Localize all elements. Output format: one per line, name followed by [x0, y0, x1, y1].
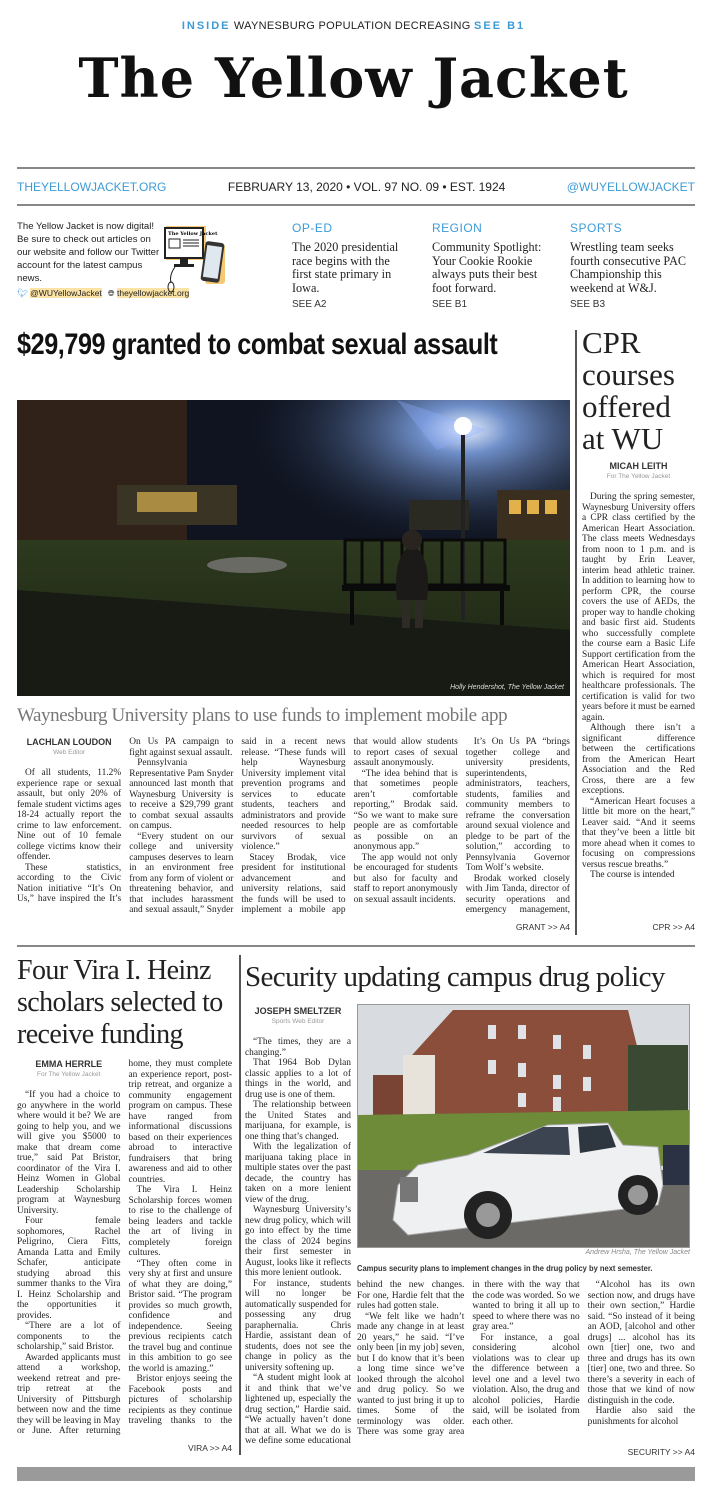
teaser-text: The 2020 presidential race begins with the first state primary in Iowa.	[292, 240, 399, 295]
security-photo-truck	[357, 1004, 690, 1248]
paragraph: Awarded applicants must attend a workshop, weekend retreat and pre-trip retreat at the University of Pittsburgh between now and the time they will be leaving in May or June. After returning home, they must complete an experience report, post-trip retreat, and organize a community engagement program on campus. These have ranged from informational discussions based on their experiences abroad to interactive fundraisers that bring awareness and aid to other countries.	[17, 1059, 232, 1436]
paragraph: “The times, they are a changing.”	[245, 1037, 351, 1058]
paragraph: The relationship between the United States and marijuana, for example, is one thing that’s changed.	[245, 1100, 351, 1142]
paragraph: “We felt like we hadn’t made any change in at least 20 years,” he said. “I’ve only been [in my job] seven, but I do know that it’s been a long time since we’ve looked through the alcohol and drug policy. So we wanted to just bring it up to times. Some of the terminology was older. There was some gray area in there with the way that the code was worded. So we wanted to bring it all up to speed to where there was no gray area.”	[357, 1280, 580, 1437]
paragraph: “Every student on our college and university campuses deserves to learn in an environment free from any form of violent or threatening behavior, and that includes harassment and sexual assault,” Snyder said in a recent news release. “These funds will help Waynesburg University implement vital prevention programs and services to educate students, teachers and administrators and provide needed resources to help survivors of sexual violence.”	[129, 737, 346, 915]
security-article-body-left	[245, 1006, 351, 1454]
teaser-section: REGION	[432, 221, 483, 235]
masthead-logo: The Yellow Jacket	[78, 46, 629, 110]
teaser-section: OP-ED	[292, 221, 333, 235]
column-divider	[239, 955, 241, 1455]
teaser-text: Wrestling team seeks fourth consecutive PAC Championship this weekend at W&J.	[570, 240, 686, 295]
digital-promo	[17, 220, 190, 299]
twitter-link[interactable]: @WUYELLOWJACKET	[566, 180, 695, 194]
paragraph: Brodak worked closely with Jim Tanda, director of security operations and emergency management,	[465, 873, 570, 915]
lead-article-body	[17, 737, 570, 917]
paragraph: “The idea behind that is that sometimes people aren’t comfortable reporting,” Brodak said. “So we want to make sure people are as comfortable as possible on an anonymous app.”	[353, 768, 458, 852]
author-name[interactable]: MICAH LEITH	[609, 461, 668, 471]
paragraph: “They often come in very shy at first and unsure of what they are doing,” Bristor said. “The program provides so much growth, confidence and independence. Seeing previous recipients catch the travel bug and continue in this ambition to go see the world is amazing.”	[128, 1258, 232, 1374]
cpr-article	[582, 327, 697, 917]
paragraph: Stacey Brodak, vice president for institutional advancement and university relations, said the funds will be used to implement a mobile app that would allow students to report cases of sexual assault anonymously.	[241, 737, 458, 915]
vira-headline[interactable]: Four Vira I. Heinz scholars selected to receive funding	[17, 955, 223, 1050]
cpr-article-body	[582, 461, 695, 917]
art-logo: The Yellow Jacket	[168, 231, 218, 237]
paragraph: Hardie also said the punishments for alcohol	[587, 1406, 695, 1427]
lead-photo-night-bench	[17, 400, 570, 696]
grant-jump-link[interactable]: GRANT >> A4	[515, 922, 570, 932]
inside-text: WAYNESBURG POPULATION DECREASING	[233, 20, 471, 32]
teaser-sports[interactable]	[570, 221, 698, 310]
inside-see: SEE B1	[474, 20, 526, 32]
teaser-op-ed[interactable]	[292, 221, 412, 310]
vira-article-body	[17, 1059, 232, 1438]
author-role: Web Editor	[53, 748, 86, 756]
paragraph: “A student might look at it and think that we’ve lightened up, especially the drug section,” Hardie said. “We actually haven’t done that at all. What we do is we define some educational	[245, 1373, 351, 1446]
dateline	[17, 180, 695, 194]
paragraph: “American Heart focuses a little bit more on the heart,” Leaver said. “And it seems that they’ve been a little bit more ahead when it comes to focusing on compressions versus rescue breaths.”	[582, 796, 695, 870]
column-divider	[575, 330, 577, 935]
lead-subheadline: Waynesburg University plans to use funds to implement mobile app	[17, 705, 508, 726]
paragraph: For instance, a goal considering alcohol violations was to clear up the difference between a level one and a level two violation. Also, the drug and alcohol policies, Hardie said, will be isolated from each other.	[472, 1332, 580, 1427]
divider	[17, 945, 695, 947]
author-role: For The Yellow Jacket	[606, 472, 671, 480]
lead-byline	[17, 737, 121, 758]
cpr-headline[interactable]: CPR courses offered at WU	[582, 325, 675, 456]
paragraph: Of all students, 11.2% experience rape or sexual assault, but only 20% of female student victims ages 18-24 actually report the crime to law enforcement. Nine out of 10 female college victims know their offender.	[17, 768, 122, 862]
paragraph: With the legalization of marijuana taking place in multiple states over the past decade, the country has taken on a more lenient view of the drug.	[245, 1142, 351, 1205]
inside-teaser[interactable]	[0, 20, 707, 32]
paragraph: behind the new changes. For one, Hardie felt that the rules had gotten stale.	[357, 1280, 465, 1311]
paragraph: During the spring semester, Waynesburg University offers a CPR class certified by the American Heart Association. The class meets Wednesdays from noon to 1 p.m. and is taught by Erin Leaver, interim head athletic trainer. In addition to learning how to perform CPR, the course covers the use of AEDs, the proper way to handle choking and basic first aid. Students who successfully complete the course earn a Basic Life Support certification from the American Heart Association, which is required for most healthcare professionals. The certification is valid for two years before it must be earned again.	[582, 492, 695, 723]
twitter-icon: 🐦︎	[17, 288, 28, 298]
footer-bar	[17, 1467, 695, 1481]
teaser-text: Community Spotlight: Your Cookie Rookie always puts their best foot forward.	[432, 240, 542, 295]
website-handle-text: theyellowjacket.org	[116, 288, 190, 298]
security-headline[interactable]: Security updating campus drug policy	[245, 961, 665, 993]
issue-date: FEBRUARY 13, 2020 • VOL. 97 NO. 09 • EST. 1924	[227, 180, 506, 194]
twitter-handle-text: @WUYellowJacket	[30, 288, 102, 298]
social-links	[17, 288, 190, 299]
cpr-jump-link[interactable]: CPR >> A4	[652, 922, 695, 932]
paragraph: Although there isn’t a significant difference between the certifications from the American Heart Association and the Red Cross, there are a few exceptions.	[582, 723, 695, 796]
author-name[interactable]: JOSEPH SMELTZER	[254, 1006, 342, 1016]
divider	[17, 204, 695, 206]
computer-phone-illustration	[163, 226, 227, 298]
author-role: Sports Web Editor	[271, 1017, 325, 1025]
teaser-see: SEE B3	[570, 299, 606, 310]
vira-byline	[17, 1059, 121, 1080]
security-article-body-lower	[357, 1280, 695, 1438]
paragraph: The Vira I. Heinz Scholarship forces women to rise to the challenge of being leaders and tackle the art of living in completely foreign cultures.	[128, 1185, 232, 1258]
vira-article	[17, 955, 235, 1438]
paragraph: “If you had a choice to go anywhere in the world where would it be? We are going to help you, and we will give you $5000 to make that dream come true,” said Pat Bristor, coordinator of the Vira I. Heinz Women in Global Leadership Scholarship program at Waynesburg University.	[17, 1090, 121, 1216]
photo-credit: Andrew Hrsha, The Yellow Jacket	[585, 1249, 690, 1256]
author-name[interactable]: EMMA HERRLE	[35, 1059, 103, 1069]
vira-jump-link[interactable]: VIRA >> A4	[188, 1443, 232, 1453]
paragraph: Pennsylvania Representative Pam Snyder announced last month that Waynesburg University is to receive a $29,799 grant to combat sexual assaults on campus.	[129, 758, 234, 831]
author-name[interactable]: LACHLAN LOUDON	[26, 737, 112, 747]
divider	[17, 167, 695, 169]
paragraph: Four female sophomores, Rachel Peligrino, Ciera Fitts, Amanda Latta and Emily Schafer, anticipate studying abroad this summer thanks to the Vira I. Heinz Scholarship and the opportunities it provides.	[17, 1216, 121, 1321]
photo-credit: Holly Hendershot, The Yellow Jacket	[450, 684, 564, 691]
teaser-region[interactable]	[432, 221, 552, 310]
security-byline	[245, 1006, 351, 1027]
inside-label: INSIDE	[181, 20, 231, 32]
author-role: For The Yellow Jacket	[37, 1070, 101, 1078]
paragraph: These statistics, according to the Civic Nation initiative “It’s On Us,” have inspired the It’s On Us PA campaign to fight against sexual assault.	[17, 737, 234, 904]
globe-icon: 🌐︎	[107, 288, 115, 298]
cpr-byline	[582, 461, 695, 482]
teaser-see: SEE A2	[292, 299, 327, 310]
paragraph: “Alcohol has its own section now, and drugs have their own section,” Hardie said. “So instead of it being an AOD, [alcohol and other drugs] ... alcohol has its own [tier] one, two and three and drugs has its own [tier] one, two and three. So there’s a severity in each of those that we kind of now distinguish in the code.	[587, 1280, 695, 1406]
teaser-see: SEE B1	[432, 299, 468, 310]
paragraph: It’s On Us PA “brings together college and university presidents, superintendents, administrators, teachers, students, families and community members to reframe the conversation around sexual violence and pledge to be part of the solution,” according to Pennsylvania Governor Tom Wolf’s website.	[465, 737, 570, 873]
paragraph: The app would not only be encouraged for students but also for faculty and staff to report anonymously on sexual assault incidents.	[353, 852, 458, 905]
photo-caption: Campus security plans to implement changes in the drug policy by next semester.	[357, 1263, 653, 1273]
paragraph: Waynesburg University’s new drug policy, which will go into effect by the time the class of 2024 begins their first semester in August, looks like it reflects this more lenient outlook.	[245, 1205, 351, 1278]
paragraph: The course is intended	[590, 870, 675, 880]
paragraph: That 1964 Bob Dylan classic applies to a lot of things in the world, and drug use is one of them.	[245, 1058, 351, 1100]
paragraph: For instance, students will no longer be automatically suspended for possessing any drug paraphernalia. Chris Hardie, assistant dean of students, does not see the change in policy as the university softening up.	[245, 1278, 351, 1373]
digital-promo-text: The Yellow Jacket is now digital! Be sure to check out articles on our website and follow our Twitter account for the latest campus news.	[17, 221, 160, 284]
paragraph: “There are a lot of components to the scholarship,” said Bristor.	[17, 1321, 121, 1352]
lead-headline[interactable]: $29,799 granted to combat sexual assault	[17, 328, 498, 361]
website-link[interactable]: THEYELLOWJACKET.ORG	[17, 180, 167, 194]
twitter-handle[interactable]	[17, 288, 102, 299]
teaser-section: SPORTS	[570, 221, 623, 235]
security-jump-link[interactable]: SECURITY >> A4	[627, 1447, 695, 1457]
paragraph: Bristor enjoys seeing the Facebook posts and pictures of scholarship recipients as they continue traveling thanks to the	[128, 1374, 232, 1426]
